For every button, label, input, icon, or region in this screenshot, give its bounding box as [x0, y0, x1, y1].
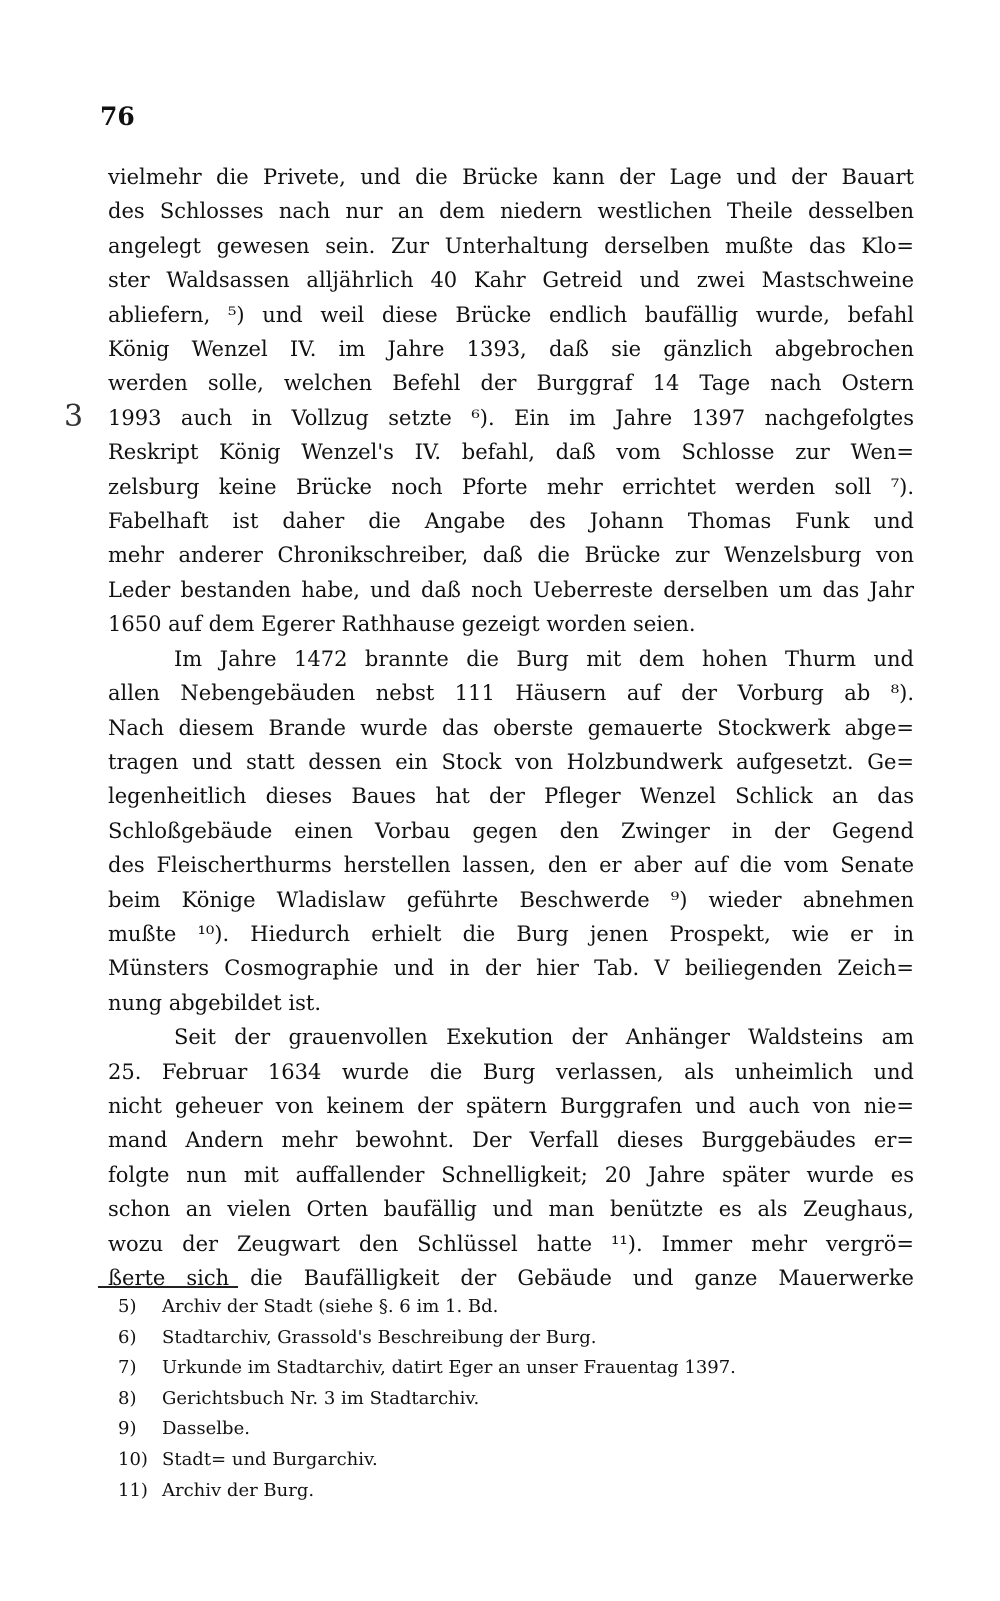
text-line: 1650 auf dem Egerer Rathhause gezeigt worden seien. — [108, 612, 696, 637]
footnote-text: Archiv der Stadt (siehe §. 6 im 1. Bd. — [162, 1296, 499, 1317]
footnote-number: 11) — [118, 1479, 148, 1501]
text-line: wozu der Zeugwart den Schlüssel hatte ¹¹). Immer mehr vergrö= — [108, 1231, 914, 1256]
page-number: 76 — [100, 102, 135, 131]
text-line: 25. Februar 1634 wurde die Burg verlassen, als unheimlich und — [108, 1059, 914, 1084]
text-line: Seit der grauenvollen Exekution der Anhänger Waldsteins am — [174, 1025, 914, 1050]
footnote-number: 10) — [118, 1448, 148, 1470]
footnote — [118, 1384, 898, 1415]
footnote-text: Urkunde im Stadtarchiv, datirt Eger an unser Frauentag 1397. — [162, 1357, 736, 1379]
text-line: Reskript König Wenzel's IV. befahl, daß vom Schlosse zur Wen= — [108, 440, 914, 465]
text-line: beim Könige Wladislaw geführte Beschwerde ⁹) wieder abnehmen — [108, 887, 914, 912]
text-line: nung abgebildet ist. — [108, 990, 321, 1015]
text-line: legenheitlich dieses Baues hat der Pfleger Wenzel Schlick an das — [108, 784, 914, 809]
text-line: Im Jahre 1472 brannte die Burg mit dem hohen Thurm und — [174, 646, 914, 671]
footnotes — [118, 1292, 898, 1506]
text-line: werden solle, welchen Befehl der Burggraf 14 Tage nach Ostern — [108, 371, 914, 396]
text-line: König Wenzel IV. im Jahre 1393, daß sie gänzlich abgebrochen — [108, 337, 914, 362]
text-line: ster Waldsassen alljährlich 40 Kahr Getreid und zwei Mastschweine — [108, 268, 914, 293]
text-line: angelegt gewesen sein. Zur Unterhaltung derselben mußte das Klo= — [108, 233, 914, 258]
text-line: tragen und statt dessen ein Stock von Holzbundwerk aufgesetzt. Ge= — [108, 749, 914, 774]
footnote-text: Dasselbe. — [162, 1418, 250, 1440]
footnote-number: 7) — [118, 1357, 137, 1379]
text-line: schon an vielen Orten baufällig und man benützte es als Zeughaus, — [108, 1197, 914, 1222]
text-line: des Schlosses nach nur an dem niedern westlichen Theile desselben — [108, 199, 914, 224]
footnote-text: Gerichtsbuch Nr. 3 im Stadtarchiv. — [162, 1387, 480, 1409]
handwritten-margin-mark: 3 — [64, 399, 84, 434]
footnote — [118, 1414, 898, 1445]
text-line: zelsburg keine Brücke noch Pforte mehr errichtet werden soll ⁷). — [108, 474, 914, 499]
footnote-text: Stadtarchiv, Grassold's Beschreibung der Burg. — [162, 1326, 597, 1348]
text-line: nicht geheuer von keinem der spätern Burggrafen und auch von nie= — [108, 1093, 914, 1118]
text-line: mehr anderer Chronikschreiber, daß die Brücke zur Wenzelsburg von — [108, 543, 914, 568]
text-line: Schloßgebäude einen Vorbau gegen den Zwinger in der Gegend — [108, 818, 914, 843]
footnote-text: Archiv der Burg. — [162, 1479, 315, 1501]
text-line: Leder bestanden habe, und daß noch Ueberreste derselben um das Jahr — [108, 577, 914, 602]
footnote — [118, 1353, 898, 1384]
text-line: mand Andern mehr bewohnt. Der Verfall dieses Burggebäudes er= — [108, 1128, 914, 1153]
text-line: allen Nebengebäuden nebst 111 Häusern auf der Vorburg ab ⁸). — [108, 681, 914, 706]
text-line: Münsters Cosmographie und in der hier Tab. V beiliegenden Zeich= — [108, 956, 914, 981]
text-line: des Fleischerthurms herstellen lassen, den er aber auf die vom Senate — [108, 853, 914, 878]
footnote-text: Stadt= und Burgarchiv. — [162, 1448, 378, 1470]
text-line: vielmehr die Privete, und die Brücke kann der Lage und der Bauart — [108, 165, 914, 189]
footnote-divider — [98, 1286, 238, 1288]
text-line: Nach diesem Brande wurde das oberste gemauerte Stockwerk abge= — [108, 715, 914, 740]
footnote — [118, 1445, 898, 1476]
text-line: ßerte sich die Baufälligkeit der Gebäude und ganze Mauerwerke — [108, 1266, 914, 1290]
footnote-number: 6) — [118, 1326, 137, 1348]
text-line: Fabelhaft ist daher die Angabe des Johann Thomas Funk und — [108, 509, 914, 534]
body-text — [108, 160, 914, 1295]
footnote — [118, 1292, 898, 1323]
footnote-number: 9) — [118, 1418, 137, 1440]
footnote-number: 8) — [118, 1387, 137, 1409]
footnote — [118, 1323, 898, 1354]
footnote-number: 5) — [118, 1296, 137, 1317]
text-line: mußte ¹⁰). Hiedurch erhielt die Burg jenen Prospekt, wie er in — [108, 921, 914, 946]
text-line: folgte nun mit auffallender Schnelligkeit; 20 Jahre später wurde es — [108, 1162, 914, 1187]
text-line: abliefern, ⁵) und weil diese Brücke endlich baufällig wurde, befahl — [108, 302, 914, 327]
text-line: 1993 auch in Vollzug setzte ⁶). Ein im Jahre 1397 nachgefolgtes — [108, 405, 914, 430]
footnote — [118, 1476, 898, 1507]
